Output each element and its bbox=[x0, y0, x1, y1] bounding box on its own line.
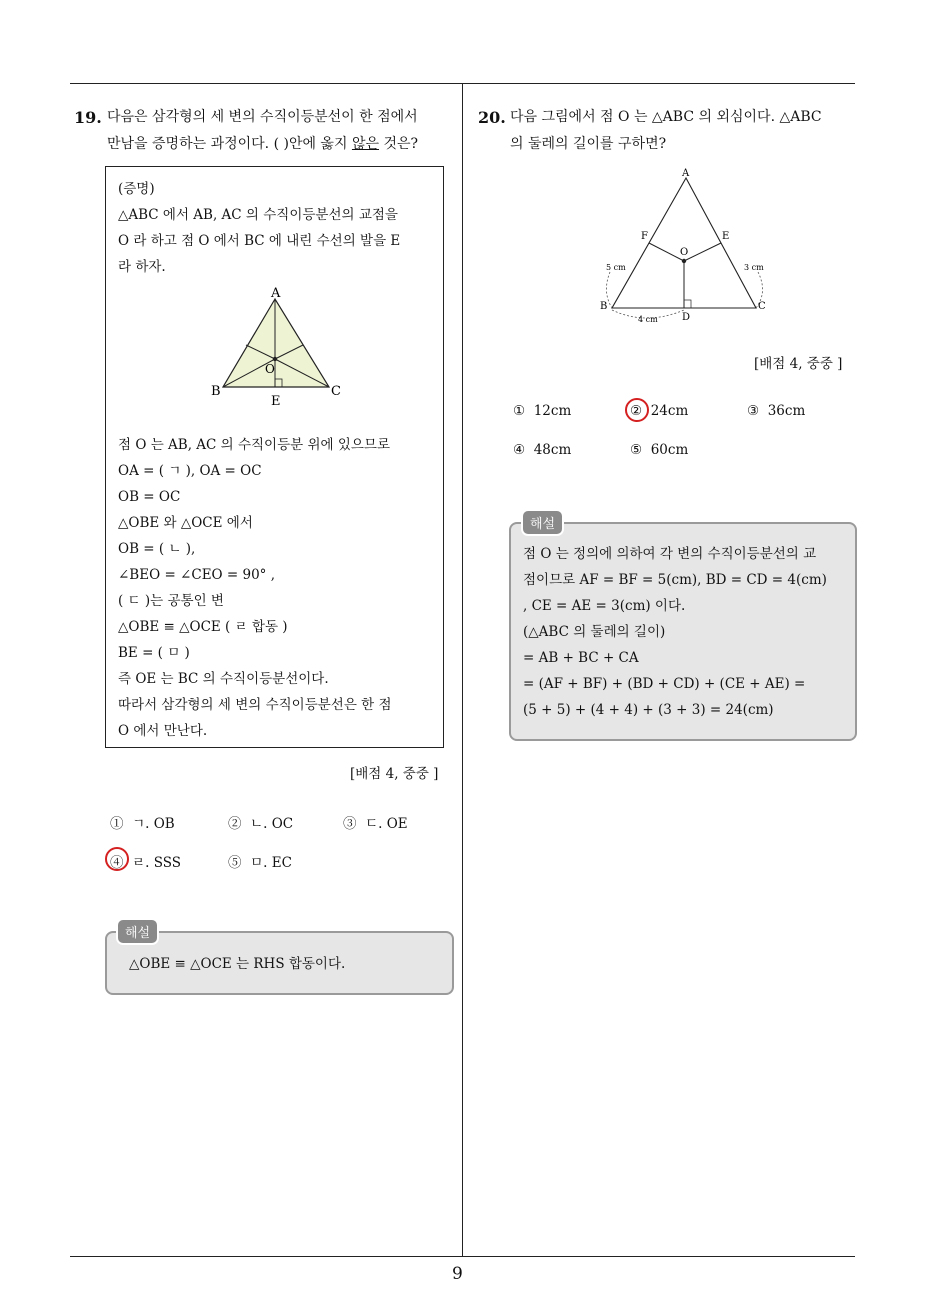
label-C: C bbox=[331, 384, 341, 399]
solution-tag: 해설 bbox=[116, 918, 159, 945]
proof-line: 따라서 삼각형의 세 변의 수직이등분선은 한 점 bbox=[118, 697, 392, 713]
solution-line: = (AF + BF) + (BD + CD) + (CE + AE) = bbox=[523, 676, 806, 692]
solution-line: = AB + BC + CA bbox=[523, 650, 639, 666]
choice-1[interactable]: ① 12cm bbox=[513, 403, 572, 419]
label-E: E bbox=[722, 231, 730, 242]
solution-text: △OBE ≡ △OCE 는 RHS 합동이다. bbox=[129, 956, 346, 972]
proof-line: 즉 OE 는 BC 의 수직이등분선이다. bbox=[118, 671, 329, 687]
score-label: [배점 4, 중중 ] bbox=[754, 356, 843, 372]
triangle-figure bbox=[211, 285, 351, 407]
proof-line: 라 하자. bbox=[118, 259, 166, 275]
question-text-line1: 다음 그림에서 점 O 는 △ABC 의 외심이다. △ABC bbox=[510, 109, 822, 125]
length-right: 3 cm bbox=[744, 263, 764, 272]
label-B: B bbox=[600, 301, 608, 312]
question-text-line1: 다음은 삼각형의 세 변의 수직이등분선이 한 점에서 bbox=[107, 109, 418, 125]
solution-line: 점이므로 AF = BF = 5(cm), BD = CD = 4(cm) bbox=[523, 572, 827, 588]
label-B: B bbox=[211, 384, 221, 399]
bottom-rule bbox=[70, 1256, 855, 1257]
choice-1[interactable]: ① ㄱ. OB bbox=[110, 816, 175, 832]
proof-box bbox=[105, 166, 444, 748]
column-divider bbox=[462, 83, 463, 1256]
label-A: A bbox=[682, 168, 690, 179]
choice-3[interactable]: ③ ㄷ. OE bbox=[343, 816, 408, 832]
proof-line: △ABC 에서 AB, AC 의 수직이등분선의 교점을 bbox=[118, 207, 398, 223]
choice-5[interactable]: ⑤ ㅁ. EC bbox=[228, 855, 292, 871]
label-O: O bbox=[680, 247, 689, 258]
label-C: C bbox=[758, 301, 766, 312]
proof-line: △OBE 와 △OCE 에서 bbox=[118, 515, 253, 531]
proof-line: OB = OC bbox=[118, 489, 181, 505]
proof-line: OA = ( ㄱ ), OA = OC bbox=[118, 463, 262, 479]
proof-line: ( ㄷ )는 공통인 변 bbox=[118, 593, 224, 609]
label-F: F bbox=[641, 231, 648, 242]
solution-line: (5 + 5) + (4 + 4) + (3 + 3) = 24(cm) bbox=[523, 702, 774, 718]
proof-line: 점 O 는 AB, AC 의 수직이등분 위에 있으므로 bbox=[118, 437, 391, 453]
solution-box bbox=[509, 522, 857, 741]
choice-2[interactable]: ② 24cm bbox=[630, 403, 689, 419]
choice-2[interactable]: ② ㄴ. OC bbox=[228, 816, 294, 832]
question-number: 19. bbox=[74, 108, 102, 127]
score-label: [배점 4, 중중 ] bbox=[350, 766, 439, 782]
choice-5[interactable]: ⑤ 60cm bbox=[630, 442, 689, 458]
proof-line: O 라 하고 점 O 에서 BC 에 내린 수선의 발을 E bbox=[118, 233, 401, 249]
question-text-line2: 의 둘레의 길이를 구하면? bbox=[510, 136, 667, 152]
question-text-line2: 만남을 증명하는 과정이다. ( )안에 옳지 않은 것은? bbox=[107, 136, 419, 152]
choice-4[interactable]: ④ 48cm bbox=[513, 442, 572, 458]
answer-mark bbox=[625, 398, 649, 422]
proof-line: (증명) bbox=[118, 181, 155, 197]
solution-line: 점 O 는 정의에 의하여 각 변의 수직이등분선의 교 bbox=[523, 546, 817, 562]
label-D: D bbox=[682, 312, 691, 323]
question-number: 20. bbox=[478, 108, 506, 127]
length-left: 5 cm bbox=[606, 263, 626, 272]
proof-line: ∠BEO = ∠CEO = 90° , bbox=[118, 567, 276, 583]
label-A: A bbox=[271, 286, 281, 301]
circumcenter-figure bbox=[596, 166, 776, 326]
page-number: 9 bbox=[452, 1264, 463, 1284]
solution-line: (△ABC 의 둘레의 길이) bbox=[523, 624, 666, 640]
length-bottom: 4 cm bbox=[638, 315, 658, 324]
answer-mark bbox=[105, 847, 129, 871]
proof-line: △OBE ≡ △OCE ( ㄹ 합동 ) bbox=[118, 619, 288, 635]
choice-3[interactable]: ③ 36cm bbox=[747, 403, 806, 419]
solution-line: , CE = AE = 3(cm) 이다. bbox=[523, 598, 686, 614]
proof-line: O 에서 만난다. bbox=[118, 723, 208, 739]
label-O: O bbox=[265, 362, 275, 376]
label-E: E bbox=[271, 394, 281, 407]
choice-4[interactable]: ④ ㄹ. SSS bbox=[110, 855, 181, 871]
proof-line: BE = ( ㅁ ) bbox=[118, 645, 190, 661]
solution-tag: 해설 bbox=[521, 509, 564, 536]
proof-line: OB = ( ㄴ ), bbox=[118, 541, 196, 557]
